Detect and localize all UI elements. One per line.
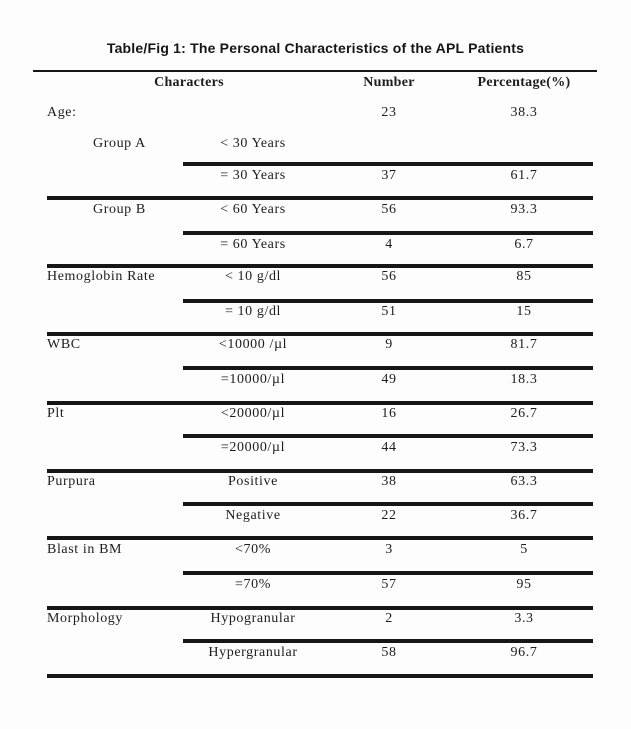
table-row (0, 406, 631, 421)
cell-number: 16 (381, 406, 397, 421)
table-row (0, 269, 631, 284)
cell-subcategory: Hypogranular (210, 611, 296, 626)
cell-percentage: 26.7 (510, 406, 538, 421)
column-header-percentage: Percentage(%) (477, 75, 571, 90)
table-row (0, 474, 631, 489)
table-row (0, 372, 631, 387)
section-divider-rule (47, 606, 593, 610)
cell-number: 37 (381, 168, 397, 183)
section-divider-rule (47, 196, 593, 200)
cell-subcategory: = 60 Years (220, 237, 286, 252)
cell-character: Group A (93, 136, 146, 151)
table-header-row (0, 75, 631, 90)
table-row (0, 168, 631, 183)
cell-subcategory: =10000/µl (220, 372, 286, 387)
cell-character: WBC (47, 337, 81, 352)
cell-subcategory: <70% (235, 542, 271, 557)
cell-subcategory: =20000/µl (220, 440, 286, 455)
table-row (0, 304, 631, 319)
cell-subcategory: < 60 Years (220, 202, 286, 217)
cell-number: 2 (385, 611, 393, 626)
row-divider-rule (183, 434, 593, 438)
table-row (0, 611, 631, 626)
section-divider-rule (47, 536, 593, 540)
cell-character: Blast in BM (47, 542, 123, 557)
header-top-rule (33, 70, 597, 72)
row-divider-rule (183, 299, 593, 303)
cell-character: Hemoglobin Rate (47, 269, 156, 284)
cell-number: 4 (385, 237, 393, 252)
table-row (0, 440, 631, 455)
cell-percentage: 15 (516, 304, 532, 319)
cell-percentage: 18.3 (510, 372, 538, 387)
cell-character: Morphology (47, 611, 123, 626)
cell-subcategory: < 30 Years (220, 136, 286, 151)
cell-subcategory: <10000 /µl (218, 337, 288, 352)
row-divider-rule (183, 571, 593, 575)
row-divider-rule (183, 366, 593, 370)
cell-subcategory: = 30 Years (220, 168, 286, 183)
table-title: Table/Fig 1: The Personal Characteristics of the APL Patients (106, 40, 525, 56)
cell-number: 51 (381, 304, 397, 319)
row-divider-rule (183, 162, 593, 166)
cell-character: Plt (47, 406, 65, 421)
table-row (0, 508, 631, 523)
cell-percentage: 61.7 (510, 168, 538, 183)
cell-number: 57 (381, 577, 397, 592)
table-bottom-rule (47, 674, 593, 678)
cell-number: 56 (381, 269, 397, 284)
section-divider-rule (47, 469, 593, 473)
cell-percentage: 38.3 (510, 105, 538, 120)
row-divider-rule (183, 231, 593, 235)
cell-number: 56 (381, 202, 397, 217)
cell-percentage: 93.3 (510, 202, 538, 217)
cell-percentage: 85 (516, 269, 532, 284)
cell-character: Purpura (47, 474, 96, 489)
table-row (0, 237, 631, 252)
column-header-characters: Characters (154, 75, 224, 90)
table-row (0, 136, 631, 151)
cell-number: 44 (381, 440, 397, 455)
cell-percentage: 3.3 (514, 611, 534, 626)
cell-subcategory: =70% (235, 577, 271, 592)
cell-percentage: 73.3 (510, 440, 538, 455)
column-header-number: Number (363, 75, 415, 90)
table-row (0, 105, 631, 120)
cell-subcategory: = 10 g/dl (224, 304, 282, 319)
cell-number: 49 (381, 372, 397, 387)
table-row (0, 645, 631, 660)
cell-percentage: 6.7 (514, 237, 534, 252)
cell-percentage: 96.7 (510, 645, 538, 660)
cell-percentage: 63.3 (510, 474, 538, 489)
cell-number: 9 (385, 337, 393, 352)
table-row (0, 202, 631, 217)
cell-character: Group B (93, 202, 146, 217)
section-divider-rule (47, 264, 593, 268)
cell-percentage: 36.7 (510, 508, 538, 523)
cell-subcategory: < 10 g/dl (224, 269, 282, 284)
cell-number: 3 (385, 542, 393, 557)
table-row (0, 577, 631, 592)
section-divider-rule (47, 332, 593, 336)
table-row (0, 542, 631, 557)
cell-subcategory: Hypergranular (208, 645, 298, 660)
cell-percentage: 95 (516, 577, 532, 592)
cell-number: 22 (381, 508, 397, 523)
cell-number: 38 (381, 474, 397, 489)
cell-subcategory: Positive (228, 474, 278, 489)
section-divider-rule (47, 401, 593, 405)
cell-subcategory: <20000/µl (220, 406, 286, 421)
row-divider-rule (183, 639, 593, 643)
cell-number: 58 (381, 645, 397, 660)
cell-character: Age: (47, 105, 77, 120)
cell-number: 23 (381, 105, 397, 120)
cell-percentage: 5 (520, 542, 528, 557)
cell-percentage: 81.7 (510, 337, 538, 352)
cell-subcategory: Negative (225, 508, 281, 523)
row-divider-rule (183, 502, 593, 506)
table-row (0, 337, 631, 352)
